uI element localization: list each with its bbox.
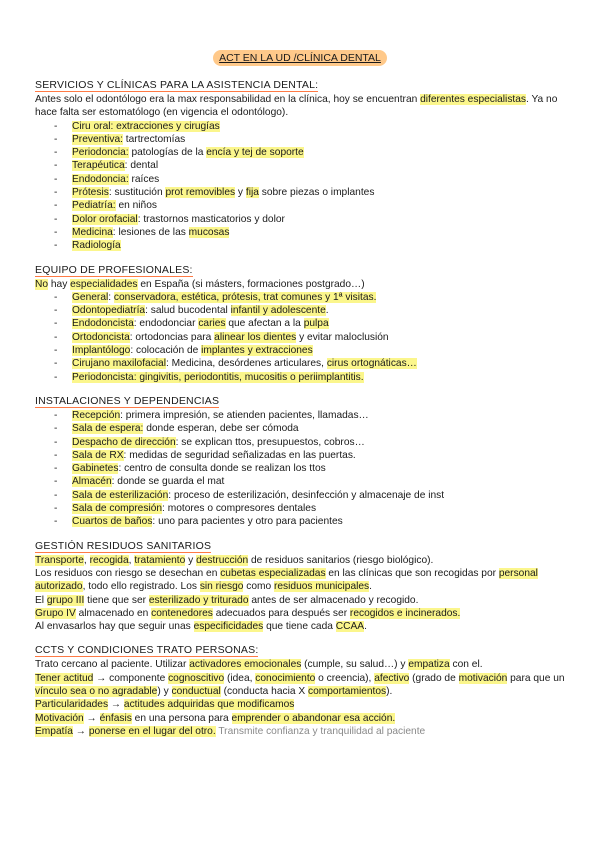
highlighted-text: prot removibles [165, 187, 236, 199]
highlighted-text: Prótesis [72, 187, 109, 199]
text-run: → [83, 712, 100, 724]
list-item [54, 462, 570, 475]
list-item [54, 515, 570, 528]
text-run: : lesiones de las [112, 226, 189, 238]
highlighted-text: Despacho de dirección [72, 436, 176, 448]
text-run: tartrectomías [122, 133, 186, 145]
highlighted-text: especificidades [193, 621, 264, 633]
highlighted-text: encía y tej de soporte [206, 147, 304, 159]
title-wrap [0, 50, 600, 66]
text-run: : trastornos masticatorios y dolor [137, 213, 285, 225]
text-run: : uno para pacientes y otro para pacientes [152, 516, 343, 528]
text-run: en una persona para [131, 712, 232, 724]
section-heading: CCTS Y CONDICIONES TRATO PERSONAS: [35, 644, 259, 657]
text-run: . [369, 581, 372, 593]
bullet-list [35, 291, 570, 384]
highlighted-text: Cuartos de baños [72, 516, 153, 528]
highlighted-text: contenedores [151, 607, 213, 619]
highlighted-text: Sala de esterilización [72, 489, 169, 501]
paragraph [35, 672, 570, 699]
paragraph [35, 658, 570, 671]
text-run: : dental [124, 160, 159, 172]
text-run: : motores o compresores dentales [162, 503, 317, 515]
highlighted-text: grupo III [46, 594, 85, 606]
text-run: : Medicina, desórdenes articulares, [166, 358, 327, 370]
text-run: (conducta hacia X [220, 685, 308, 697]
text-run: hay [48, 278, 71, 290]
highlighted-text: Terapéutica [72, 160, 125, 172]
highlighted-text: Pediatría: [72, 200, 116, 212]
highlighted-text: énfasis [99, 712, 132, 724]
text-run: Los residuos con riesgo se desechan en [35, 567, 221, 579]
text-run: antes de ser almacenado y recogido. [248, 594, 419, 606]
section-heading-wrap [35, 540, 570, 553]
highlighted-text: alinear los dientes [214, 331, 297, 343]
list-item [54, 226, 570, 239]
text-run: : medidas de seguridad señalizadas en las puertas. [123, 449, 356, 461]
highlighted-text: fija [245, 187, 259, 199]
text-run: como [243, 581, 274, 593]
highlighted-text: tratamiento [134, 554, 186, 566]
highlighted-text: recogida [89, 554, 129, 566]
list-item [54, 133, 570, 146]
highlighted-text: vínculo sea o no agradable [35, 685, 158, 697]
text-run: con el. [449, 659, 483, 671]
text-run: (cumple, su salud…) y [301, 659, 409, 671]
section-heading-wrap [35, 264, 570, 277]
highlighted-text: pulpa [303, 318, 329, 330]
text-run: . Ya no hace falta ser estomatólogo (en vigencia el odontólogo). [35, 94, 558, 119]
text-run: y [235, 187, 246, 199]
highlighted-text: caries [198, 318, 226, 330]
text-run: que tiene cada [263, 621, 336, 633]
text-run: , [128, 554, 135, 566]
highlighted-text: conservadora, estética, prótesis, trat comunes y 1ª visitas. [113, 291, 377, 303]
list-item [54, 291, 570, 304]
highlighted-text: Sala de espera: [72, 423, 144, 435]
highlighted-text: Empatía [35, 725, 73, 737]
section-heading: SERVICIOS Y CLÍNICAS PARA LA ASISTENCIA DENTAL: [35, 79, 319, 91]
text-run: o creencia), [315, 672, 375, 684]
highlighted-text: Endodoncista [72, 318, 134, 330]
highlighted-text: infantil y adolescente [230, 305, 326, 317]
text-run: que afectan a la [225, 318, 304, 330]
text-run: : salud bucodental [145, 305, 231, 317]
highlighted-text: Periodoncia: [72, 147, 129, 159]
text-run: . [325, 305, 329, 317]
highlighted-text: cubetas especializadas [220, 567, 326, 579]
text-run: El [35, 594, 47, 606]
text-run: y [185, 554, 197, 566]
highlighted-text: conductual [171, 685, 221, 697]
highlighted-text: Grupo IV [35, 607, 76, 619]
text-run: de residuos sanitarios (riesgo biológico). [248, 554, 434, 566]
highlighted-text: personal autorizado [35, 567, 538, 593]
section-heading-wrap [35, 395, 570, 408]
highlighted-text: Implantólogo [72, 345, 131, 357]
highlighted-text: cognoscitivo [168, 672, 225, 684]
highlighted-text: emprender o abandonar esa acción. [231, 712, 396, 724]
section-heading: GESTIÓN RESIDUOS SANITARIOS [35, 539, 212, 552]
highlighted-text: mucosas [188, 226, 230, 238]
text-run: → componente [93, 672, 169, 684]
list-item [54, 120, 570, 133]
paragraph [35, 278, 570, 291]
highlighted-text: recogidos e incinerados. [349, 607, 461, 619]
list-item [54, 213, 570, 226]
highlighted-text: conocimiento [255, 672, 316, 684]
highlighted-text: Radiología [72, 240, 121, 252]
paragraph [35, 554, 570, 567]
highlighted-text: implantes y extracciones [201, 345, 313, 357]
text-run: donde esperan, debe ser cómoda [143, 423, 299, 435]
highlighted-text: actitudes adquiridas que modificamos [123, 699, 295, 711]
document-title: ACT EN LA UD /CLÍNICA DENTAL [213, 50, 387, 66]
highlighted-text: Periodoncista: gingivitis, periodontitis, mucositis o periimplantitis. [72, 371, 364, 383]
text-run: tiene que ser [84, 594, 149, 606]
highlighted-text: Odontopediatría [72, 305, 146, 317]
paragraph [35, 567, 570, 594]
list-item [54, 371, 570, 384]
text-run: en las clínicas que son recogidas por [325, 567, 499, 579]
highlighted-text: residuos municipales [274, 581, 370, 593]
highlighted-text: Medicina [72, 226, 113, 238]
text-run: en España (si másters, formaciones postgrado…) [137, 278, 365, 290]
list-item [54, 436, 570, 449]
section-heading-wrap [35, 644, 570, 657]
text-run: , [83, 554, 90, 566]
list-item [54, 159, 570, 172]
list-item [54, 344, 570, 357]
highlighted-text: esterilizado y triturado [148, 594, 249, 606]
highlighted-text: Cirujano maxilofacial [72, 358, 166, 370]
text-run: : primera impresión, se atienden pacientes, llamadas… [120, 409, 369, 421]
text-run: : [108, 291, 114, 303]
text-run: y evitar maloclusión [296, 331, 389, 343]
highlighted-text: motivación [458, 672, 508, 684]
text-run: → [72, 725, 89, 737]
highlighted-text: Endodoncia: [72, 173, 129, 185]
text-run: raíces [128, 173, 160, 185]
text-run: Trato cercano al paciente. Utilizar [35, 659, 190, 671]
list-item [54, 475, 570, 488]
highlighted-text: Ciru oral: extracciones y cirugías [72, 120, 220, 132]
bullet-list [35, 409, 570, 529]
list-item [54, 409, 570, 422]
highlighted-text: Almacén [72, 476, 112, 488]
highlighted-text: Preventiva: [72, 133, 123, 145]
text-run: : centro de consulta donde se realizan los ttos [118, 463, 326, 475]
text-run: → [108, 699, 124, 711]
text-run: : donde se guarda el mat [111, 476, 225, 488]
text-run: patologías de la [128, 147, 207, 159]
text-run: (idea, [224, 672, 256, 684]
text-run: adecuados para después ser [212, 607, 350, 619]
paragraph [35, 698, 570, 711]
text-run: sobre piezas o implantes [258, 187, 375, 199]
text-run: Antes solo el odontólogo era la max responsabilidad en la clínica, hoy se encuentran [35, 94, 421, 105]
list-item [54, 199, 570, 212]
gray-text: Transmite confianza y tranquilidad al paciente [215, 725, 426, 737]
highlighted-text: cirus ortognáticas… [326, 358, 417, 370]
highlighted-text: Dolor orofacial [72, 213, 138, 225]
list-item [54, 186, 570, 199]
text-run: : se explican ttos, presupuestos, cobros… [175, 436, 365, 448]
document-body [35, 76, 570, 738]
highlighted-text: empatiza [408, 659, 450, 671]
highlighted-text: Transporte [35, 554, 84, 566]
text-run: ). [386, 685, 393, 697]
list-item [54, 449, 570, 462]
highlighted-text: especialidades [70, 278, 138, 290]
highlighted-text: Ortodoncista [72, 331, 130, 343]
section-heading: INSTALACIONES Y DEPENDENCIAS [35, 394, 220, 407]
highlighted-text: No [35, 278, 49, 290]
list-item [54, 489, 570, 502]
highlighted-text: diferentes especialistas [420, 94, 527, 105]
text-run: : sustitución [108, 187, 166, 199]
highlighted-text: destrucción [196, 554, 249, 566]
paragraph [35, 93, 570, 120]
list-item [54, 331, 570, 344]
list-item [54, 422, 570, 435]
highlighted-text: comportamientos [308, 685, 387, 697]
highlighted-text: CCAA [335, 621, 365, 633]
highlighted-text: afectivo [374, 672, 410, 684]
list-item [54, 239, 570, 252]
text-run: (grado de [409, 672, 459, 684]
highlighted-text: ponerse en el lugar del otro. [88, 725, 216, 737]
text-run: ) y [157, 685, 172, 697]
text-run: : ortodoncias para [129, 331, 215, 343]
text-run: , todo ello registrado. Los [82, 581, 200, 593]
text-run: . [364, 621, 367, 633]
list-item [54, 173, 570, 186]
highlighted-text: Recepción [72, 409, 121, 421]
bullet-list [35, 120, 570, 253]
highlighted-text: Sala de RX [72, 449, 124, 461]
paragraph [35, 725, 570, 738]
list-item [54, 146, 570, 159]
highlighted-text: Particularidades [35, 699, 109, 711]
section-heading-wrap [35, 79, 570, 92]
text-run: para que un [507, 672, 565, 684]
highlighted-text: Motivación [35, 712, 84, 724]
highlighted-text: activadores emocionales [189, 659, 302, 671]
list-item [54, 357, 570, 370]
section-heading: EQUIPO DE PROFESIONALES: [35, 263, 193, 276]
text-run: : colocación de [130, 345, 202, 357]
text-run: : proceso de esterilización, desinfección y almacenaje de inst [168, 489, 445, 501]
text-run: Al envasarlos hay que seguir unas [35, 621, 194, 633]
list-item [54, 317, 570, 330]
highlighted-text: Tener actitud [35, 672, 94, 684]
highlighted-text: Sala de compresión [72, 503, 163, 515]
paragraph [35, 594, 570, 607]
list-item [54, 502, 570, 515]
list-item [54, 304, 570, 317]
paragraph [35, 620, 570, 633]
text-run: : endodonciar [133, 318, 199, 330]
highlighted-text: General [72, 291, 109, 303]
paragraph [35, 712, 570, 725]
highlighted-text: sin riesgo [199, 581, 244, 593]
highlighted-text: Gabinetes [72, 463, 119, 475]
paragraph [35, 607, 570, 620]
text-run: almacenado en [75, 607, 152, 619]
text-run: en niños [115, 200, 157, 212]
